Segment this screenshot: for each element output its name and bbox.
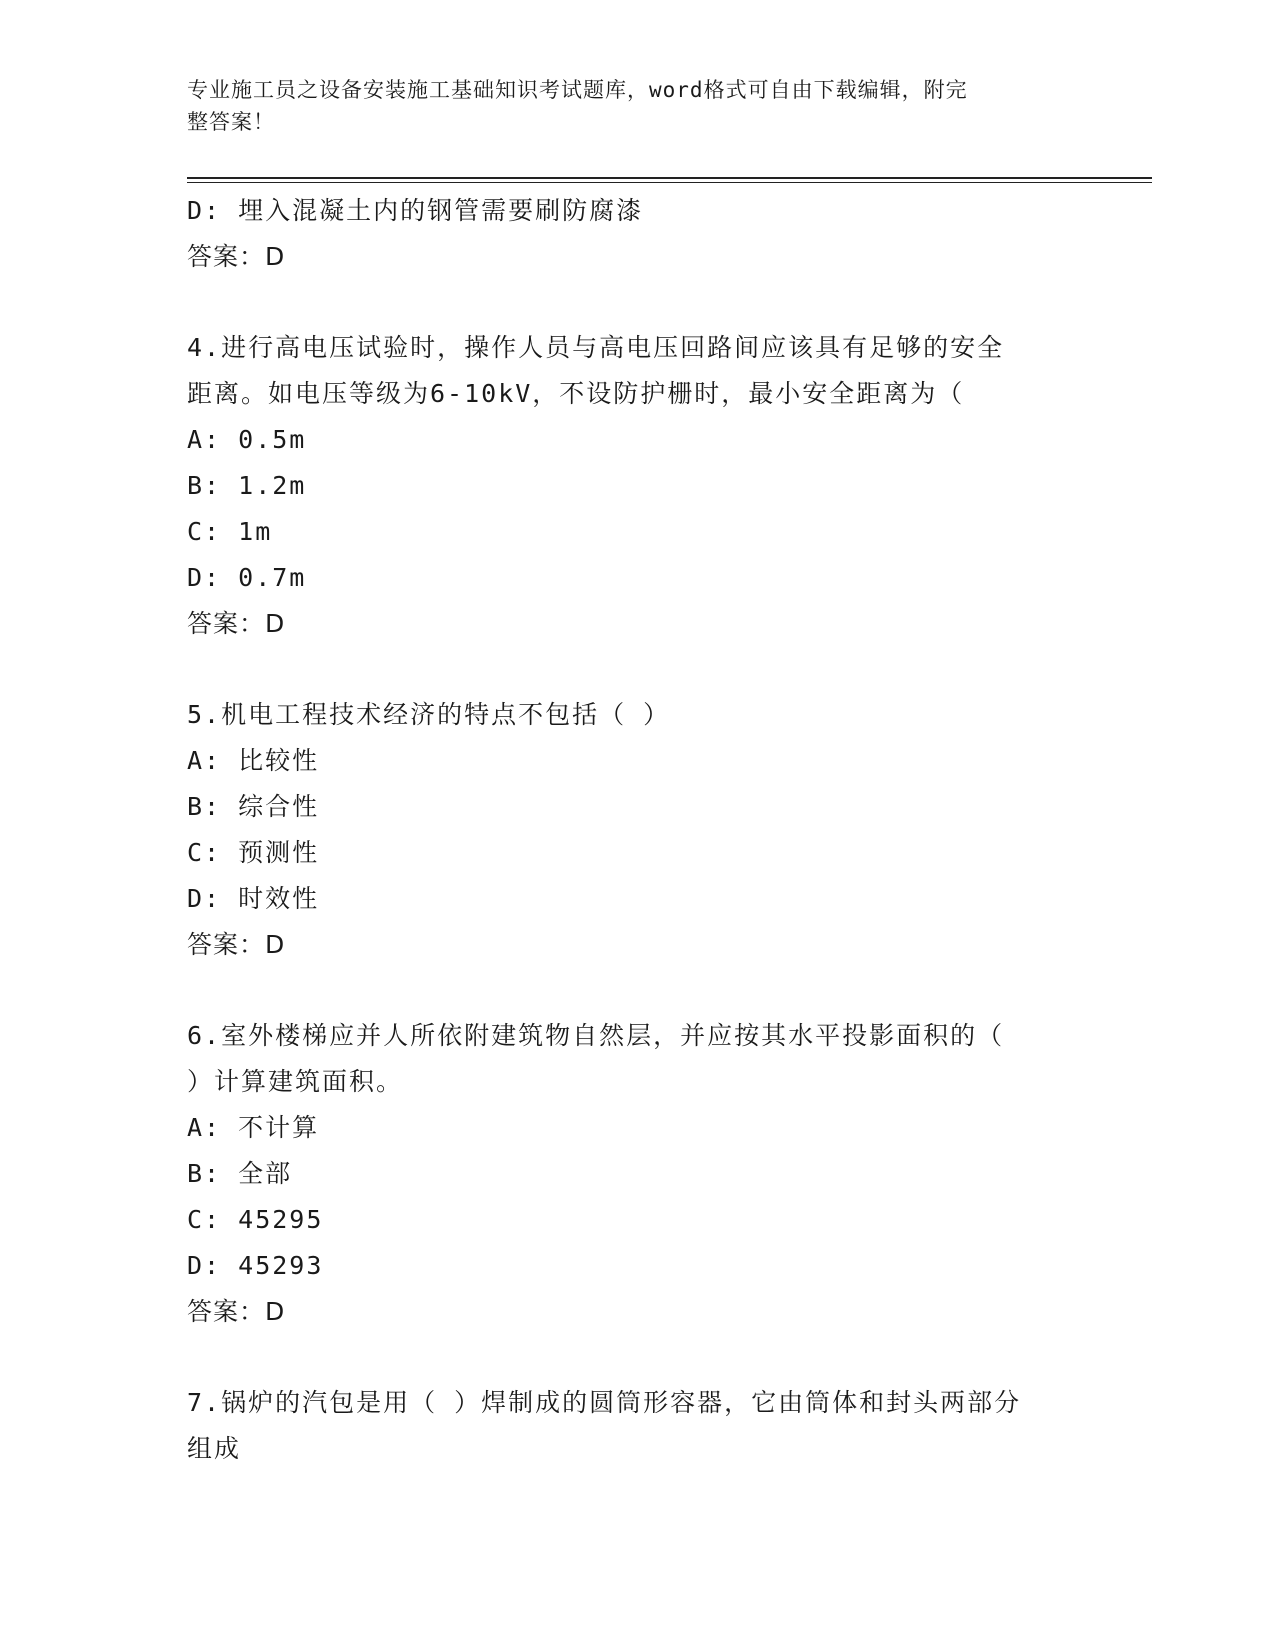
option-a: A: 不计算 (187, 1113, 320, 1142)
question-list (187, 188, 1087, 1472)
option-c: C: 1m (187, 517, 273, 546)
question-fragment (187, 188, 1087, 280)
question-stem-line-2: ）计算建筑面积。 (187, 1067, 404, 1096)
option-b: B: 全部 (187, 1159, 293, 1188)
option-a: A: 比较性 (187, 746, 320, 775)
question-6 (187, 1013, 1087, 1335)
question-stem-line-1: 5.机电工程技术经济的特点不包括（ ） (187, 700, 671, 729)
question-stem-line-2: 距离。如电压等级为6-10kV，不设防护栅时，最小安全距离为（ (187, 379, 965, 408)
answer-line: 答案：D (187, 242, 286, 271)
option-d: D: 埋入混凝土内的钢管需要刷防腐漆 (187, 196, 644, 225)
option-b: B: 1.2m (187, 471, 307, 500)
answer-line: 答案：D (187, 1297, 286, 1326)
question-stem-line-1: 4.进行高电压试验时，操作人员与高电压回路间应该具有足够的安全 (187, 333, 1005, 362)
question-stem-line-1: 6.室外楼梯应并人所依附建筑物自然层，并应按其水平投影面积的（ (187, 1021, 1005, 1050)
question-7 (187, 1380, 1087, 1472)
option-c: C: 预测性 (187, 838, 320, 867)
option-d: D: 0.7m (187, 563, 307, 592)
option-a: A: 0.5m (187, 425, 307, 454)
header-divider-thin (187, 182, 1152, 183)
option-b: B: 综合性 (187, 792, 320, 821)
option-c: C: 45295 (187, 1205, 324, 1234)
option-d: D: 时效性 (187, 884, 320, 913)
answer-line: 答案：D (187, 609, 286, 638)
header-line-1: 专业施工员之设备安装施工基础知识考试题库，word格式可自由下载编辑，附完 (187, 78, 968, 102)
question-stem-line-2: 组成 (187, 1434, 242, 1463)
question-5 (187, 692, 1087, 968)
header-divider-thick (187, 177, 1152, 179)
document-header (187, 74, 1067, 138)
header-line-2: 整答案！ (187, 110, 275, 134)
option-d: D: 45293 (187, 1251, 324, 1280)
answer-line: 答案：D (187, 930, 286, 959)
question-4 (187, 325, 1087, 647)
question-stem-line-1: 7.锅炉的汽包是用（ ）焊制成的圆筒形容器，它由筒体和封头两部分 (187, 1388, 1022, 1417)
